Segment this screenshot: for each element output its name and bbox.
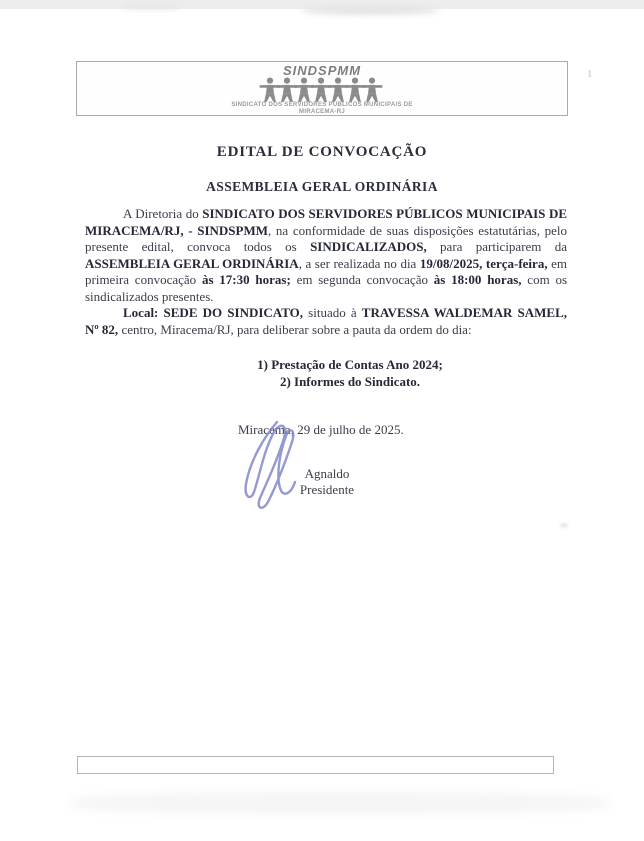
- letterhead-box: [76, 61, 568, 116]
- letterhead-caption: [77, 102, 567, 115]
- body-text: [85, 206, 567, 338]
- text-run: com os sindicalizados presentes.: [85, 272, 568, 304]
- paragraph-2: [85, 305, 567, 338]
- text-run: em segunda convocação: [290, 272, 434, 287]
- text-run: , na conformidade de suas disposições estatutárias, pelo presente edital, convoca todos os: [85, 222, 567, 254]
- text-run: para participarem da: [426, 239, 568, 254]
- letterhead-caption-line2: MIRACEMA-RJ: [299, 108, 345, 115]
- document-title: EDITAL DE CONVOCAÇÃO: [216, 144, 428, 160]
- signatory-role: Presidente: [299, 482, 355, 497]
- text-run: em primeira convocação: [85, 255, 567, 287]
- text-run: TRAVESSA WALDEMAR SAMEL, Nº 82,: [85, 305, 568, 337]
- scan-artifact: [300, 6, 440, 15]
- paper-doll-chain-icon: [259, 76, 385, 103]
- text-run: Local: SEDE DO SINDICATO,: [123, 305, 304, 320]
- signatory-name: Agnaldo: [304, 466, 350, 481]
- scan-artifact: [70, 792, 610, 814]
- agenda-item-1: 1) Prestação de Contas Ano 2024;: [257, 357, 443, 372]
- agenda-list: [205, 356, 495, 390]
- scan-artifact: [560, 523, 568, 528]
- text-run: ASSEMBLEIA GERAL ORDINÁRIA: [85, 255, 299, 271]
- text-run: situado à: [303, 305, 362, 320]
- text-run: 19/08/2025, terça-feira,: [419, 255, 548, 271]
- text-run: centro, Miracema/RJ, para deliberar sobre a pauta da ordem do dia:: [118, 321, 472, 337]
- letterhead-caption-line1: SINDICATO DOS SERVIDORES PÚBLICOS MUNICIPAIS DE: [231, 102, 413, 108]
- scan-artifact: [120, 3, 180, 10]
- text-run: às 17:30 horas;: [201, 272, 291, 287]
- document-subtitle: ASSEMBLEIA GERAL ORDINÁRIA: [206, 179, 438, 194]
- paragraph-1: [85, 206, 567, 305]
- dateline: Miracema, 29 de julho de 2025.: [238, 422, 404, 437]
- signature-block: [277, 466, 377, 498]
- text-run: SINDICALIZADOS,: [310, 239, 427, 254]
- text-run: às 18:00 horas,: [433, 272, 522, 287]
- agenda-item-2: 2) Informes do Sindicato.: [279, 374, 421, 389]
- page-number-mark: 1: [587, 68, 593, 80]
- text-run: SINDICATO DOS SERVIDORES PÚBLICOS MUNICIPAIS DE MIRACEMA/RJ, - SINDSPMM: [85, 206, 568, 238]
- union-acronym: SINDSPMM: [282, 63, 362, 78]
- text-run: A Diretoria do: [123, 206, 203, 221]
- footer-box: [77, 756, 554, 774]
- text-run: , a ser realizada no dia: [298, 255, 420, 271]
